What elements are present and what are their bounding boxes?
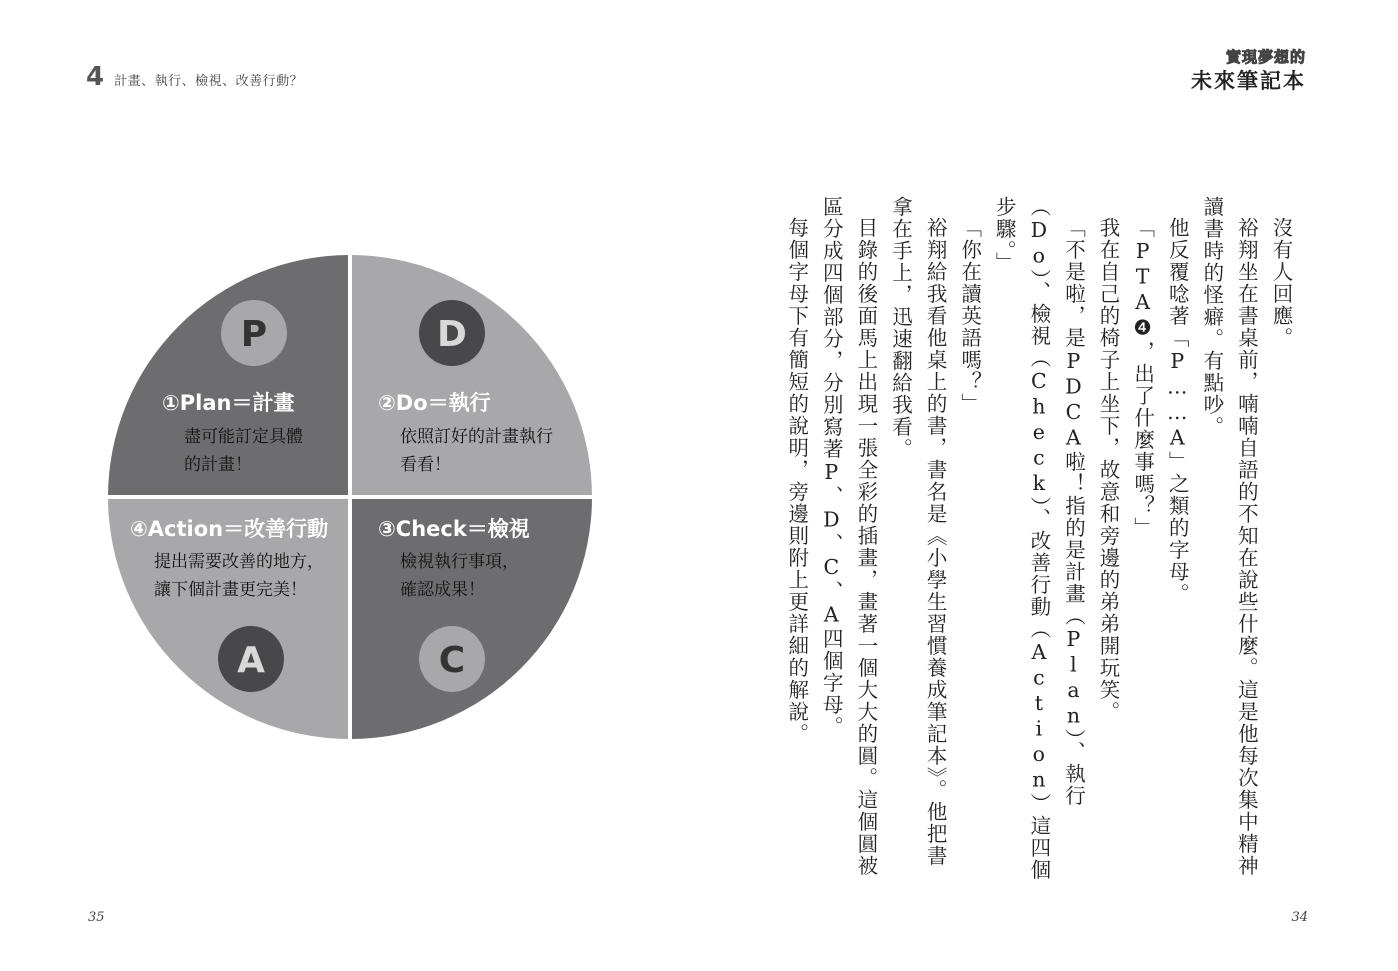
page-number-left: 35 <box>88 910 105 925</box>
running-header-left <box>86 62 303 92</box>
page-number-right: 34 <box>1291 910 1308 925</box>
action-description <box>154 548 324 604</box>
paragraph: 「不是啦，是PDCA啦！指的是計畫（Plan）、執行（Do）、檢視（Check）、改善行動（Action）這四個步驟。」 <box>992 196 1086 881</box>
paragraph: 沒有人回應。 <box>1269 216 1293 349</box>
check-desc-line: 確認成果！ <box>400 580 485 600</box>
do-description <box>400 423 553 479</box>
book-title: 未來筆記本 <box>1191 69 1306 93</box>
paragraph: 每個字母下有簡短的說明，旁邊則附上更詳細的解說。 <box>784 216 809 745</box>
check-title: ③Check＝檢視 <box>378 517 530 541</box>
action-title: ④Action＝改善行動 <box>130 517 329 541</box>
letter-c: C <box>438 640 466 681</box>
vertical-body-text <box>779 196 1298 886</box>
do-desc-line: 看看！ <box>400 455 451 475</box>
check-desc-line: 檢視執行事項， <box>400 552 519 572</box>
action-desc-line: 提出需要改善的地方， <box>154 552 324 572</box>
letter-p: P <box>240 314 268 355</box>
do-title: ②Do＝執行 <box>378 391 491 415</box>
action-desc-line: 讓下個計畫更完美！ <box>154 580 307 600</box>
paragraph: 我在自己的椅子上坐下，故意和旁邊的弟弟開玩笑。 <box>1096 216 1121 723</box>
paragraph: 「PTA❹，出了什麼事嗎？」 <box>1130 216 1155 539</box>
check-description <box>400 548 519 604</box>
plan-title: ①Plan＝計畫 <box>162 391 295 415</box>
paragraph: 目錄的後面馬上出現一張全彩的插畫，畫著一個大大的圓。這個圓被區分成四個部分，分別寫著P、D、C、A四個字母。 <box>819 196 878 877</box>
pdca-circle <box>108 255 592 739</box>
paragraph: 裕翔給我看他桌上的書，書名是《小學生習慣養成筆記本》。他把書拿在手上，迅速翻給我看。 <box>888 196 948 867</box>
chapter-title: 計畫、執行、檢視、改善行動？ <box>114 74 304 89</box>
do-desc-line: 依照訂好的計畫執行 <box>400 427 553 447</box>
paragraph: 他反覆唸著「P……A」之類的字母。 <box>1165 216 1190 605</box>
letter-d: D <box>437 314 467 355</box>
plan-desc-line: 的計畫！ <box>184 455 252 475</box>
paragraph: 裕翔坐在書桌前，喃喃自語的不知在說些什麼。這是他每次集中精神讀書時的怪癖。有點吵。 <box>1199 196 1259 877</box>
letter-a: A <box>237 640 265 681</box>
plan-description <box>184 423 303 479</box>
pdca-diagram <box>108 255 592 739</box>
plan-desc-line: 盡可能訂定具體 <box>184 427 303 447</box>
paragraph: 「你在讀英語嗎？」 <box>957 216 982 415</box>
running-header-right <box>1191 46 1306 95</box>
book-subtitle: 實現夢想的 <box>1225 48 1306 66</box>
chapter-number: 4 <box>86 62 105 92</box>
